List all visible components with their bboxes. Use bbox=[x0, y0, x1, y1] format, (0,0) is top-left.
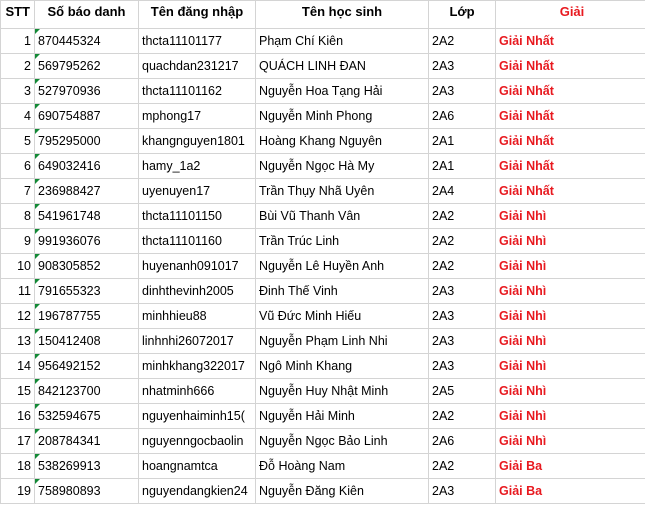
cell-stt[interactable]: 19 bbox=[1, 479, 35, 504]
cell-sbd[interactable]: 236988427 bbox=[35, 179, 139, 204]
cell-sbd[interactable]: 208784341 bbox=[35, 429, 139, 454]
cell-class[interactable]: 2A2 bbox=[429, 254, 496, 279]
cell-stt[interactable]: 4 bbox=[1, 104, 35, 129]
cell-student[interactable]: Trần Thụy Nhã Uyên bbox=[256, 179, 429, 204]
cell-prize[interactable]: Giải Nhất bbox=[496, 129, 645, 154]
cell-sbd[interactable]: 569795262 bbox=[35, 54, 139, 79]
cell-prize[interactable]: Giải Nhất bbox=[496, 79, 645, 104]
cell-student[interactable]: Nguyễn Ngọc Hà My bbox=[256, 154, 429, 179]
cell-student[interactable]: Phạm Chí Kiên bbox=[256, 29, 429, 54]
header-prize[interactable]: Giải bbox=[496, 1, 645, 29]
cell-student[interactable]: Đỗ Hoàng Nam bbox=[256, 454, 429, 479]
table-row bbox=[1, 254, 645, 279]
table-row bbox=[1, 429, 645, 454]
table-row bbox=[1, 54, 645, 79]
cell-prize[interactable]: Giải Ba bbox=[496, 479, 645, 504]
cell-stt[interactable]: 17 bbox=[1, 429, 35, 454]
cell-username[interactable]: linhnhi26072017 bbox=[139, 329, 256, 354]
cell-stt[interactable]: 3 bbox=[1, 79, 35, 104]
cell-stt[interactable]: 10 bbox=[1, 254, 35, 279]
cell-sbd[interactable]: 690754887 bbox=[35, 104, 139, 129]
cell-username[interactable]: hoangnamtca bbox=[139, 454, 256, 479]
cell-student[interactable]: Trần Trúc Linh bbox=[256, 229, 429, 254]
cell-stt[interactable]: 15 bbox=[1, 379, 35, 404]
cell-stt[interactable]: 18 bbox=[1, 454, 35, 479]
cell-prize[interactable]: Giải Nhì bbox=[496, 379, 645, 404]
cell-class[interactable]: 2A3 bbox=[429, 79, 496, 104]
cell-username[interactable]: thcta11101177 bbox=[139, 29, 256, 54]
cell-class[interactable]: 2A1 bbox=[429, 129, 496, 154]
cell-student[interactable]: Nguyễn Minh Phong bbox=[256, 104, 429, 129]
cell-student[interactable]: Bùi Vũ Thanh Vân bbox=[256, 204, 429, 229]
cell-username[interactable]: nguyendangkien24 bbox=[139, 479, 256, 504]
cell-student[interactable]: Nguyễn Hoa Tạng Hải bbox=[256, 79, 429, 104]
cell-student[interactable]: Đinh Thế Vinh bbox=[256, 279, 429, 304]
table-row bbox=[1, 454, 645, 479]
cell-username[interactable]: thcta11101162 bbox=[139, 79, 256, 104]
cell-sbd[interactable]: 908305852 bbox=[35, 254, 139, 279]
cell-prize[interactable]: Giải Nhì bbox=[496, 404, 645, 429]
cell-prize[interactable]: Giải Nhì bbox=[496, 429, 645, 454]
cell-username[interactable]: minhkhang322017 bbox=[139, 354, 256, 379]
cell-prize[interactable]: Giải Nhất bbox=[496, 104, 645, 129]
header-row bbox=[1, 1, 645, 29]
cell-sbd[interactable]: 649032416 bbox=[35, 154, 139, 179]
cell-stt[interactable]: 14 bbox=[1, 354, 35, 379]
cell-username[interactable]: quachdan231217 bbox=[139, 54, 256, 79]
cell-student[interactable]: Nguyễn Hải Minh bbox=[256, 404, 429, 429]
cell-class[interactable]: 2A2 bbox=[429, 454, 496, 479]
cell-class[interactable]: 2A3 bbox=[429, 329, 496, 354]
cell-student[interactable]: Nguyễn Phạm Linh Nhi bbox=[256, 329, 429, 354]
cell-username[interactable]: minhhieu88 bbox=[139, 304, 256, 329]
table-row bbox=[1, 304, 645, 329]
cell-sbd[interactable]: 991936076 bbox=[35, 229, 139, 254]
table-body bbox=[1, 29, 645, 504]
cell-student[interactable]: Nguyễn Ngọc Bảo Linh bbox=[256, 429, 429, 454]
cell-class[interactable]: 2A3 bbox=[429, 54, 496, 79]
cell-sbd[interactable]: 196787755 bbox=[35, 304, 139, 329]
table-row bbox=[1, 354, 645, 379]
cell-prize[interactable]: Giải Nhì bbox=[496, 254, 645, 279]
table-row bbox=[1, 79, 645, 104]
cell-username[interactable]: thcta11101150 bbox=[139, 204, 256, 229]
table-row bbox=[1, 379, 645, 404]
cell-student[interactable]: Nguyễn Lê Huyền Anh bbox=[256, 254, 429, 279]
cell-username[interactable]: thcta11101160 bbox=[139, 229, 256, 254]
cell-class[interactable]: 2A3 bbox=[429, 479, 496, 504]
cell-prize[interactable]: Giải Nhất bbox=[496, 29, 645, 54]
cell-student[interactable]: Nguyễn Huy Nhật Minh bbox=[256, 379, 429, 404]
header-sbd[interactable]: Số báo danh bbox=[35, 1, 139, 29]
header-username[interactable]: Tên đăng nhập bbox=[139, 1, 256, 29]
cell-username[interactable]: hamy_1a2 bbox=[139, 154, 256, 179]
table-row bbox=[1, 129, 645, 154]
cell-sbd[interactable]: 527970936 bbox=[35, 79, 139, 104]
table-row bbox=[1, 179, 645, 204]
cell-sbd[interactable]: 538269913 bbox=[35, 454, 139, 479]
cell-sbd[interactable]: 532594675 bbox=[35, 404, 139, 429]
cell-stt[interactable]: 5 bbox=[1, 129, 35, 154]
cell-username[interactable]: dinhthevinh2005 bbox=[139, 279, 256, 304]
cell-prize[interactable]: Giải Ba bbox=[496, 454, 645, 479]
cell-student[interactable]: Nguyễn Đăng Kiên bbox=[256, 479, 429, 504]
cell-class[interactable]: 2A5 bbox=[429, 379, 496, 404]
cell-username[interactable]: khangnguyen1801 bbox=[139, 129, 256, 154]
header-student[interactable]: Tên học sinh bbox=[256, 1, 429, 29]
cell-sbd[interactable]: 842123700 bbox=[35, 379, 139, 404]
cell-class[interactable]: 2A3 bbox=[429, 354, 496, 379]
cell-student[interactable]: QUÁCH LINH ĐAN bbox=[256, 54, 429, 79]
cell-username[interactable]: mphong17 bbox=[139, 104, 256, 129]
table-row bbox=[1, 204, 645, 229]
cell-class[interactable]: 2A3 bbox=[429, 279, 496, 304]
cell-prize[interactable]: Giải Nhất bbox=[496, 54, 645, 79]
cell-prize[interactable]: Giải Nhì bbox=[496, 304, 645, 329]
cell-class[interactable]: 2A3 bbox=[429, 304, 496, 329]
table-row bbox=[1, 329, 645, 354]
header-stt[interactable]: STT bbox=[1, 1, 35, 29]
cell-class[interactable]: 2A2 bbox=[429, 204, 496, 229]
cell-class[interactable]: 2A2 bbox=[429, 29, 496, 54]
cell-stt[interactable]: 1 bbox=[1, 29, 35, 54]
cell-student[interactable]: Vũ Đức Minh Hiếu bbox=[256, 304, 429, 329]
table-row bbox=[1, 229, 645, 254]
table-row bbox=[1, 154, 645, 179]
cell-sbd[interactable]: 795295000 bbox=[35, 129, 139, 154]
cell-sbd[interactable]: 758980893 bbox=[35, 479, 139, 504]
table-row bbox=[1, 404, 645, 429]
cell-student[interactable]: Ngô Minh Khang bbox=[256, 354, 429, 379]
cell-username[interactable]: nhatminh666 bbox=[139, 379, 256, 404]
cell-class[interactable]: 2A2 bbox=[429, 229, 496, 254]
cell-class[interactable]: 2A4 bbox=[429, 179, 496, 204]
cell-prize[interactable]: Giải Nhì bbox=[496, 204, 645, 229]
table-row bbox=[1, 29, 645, 54]
cell-prize[interactable]: Giải Nhì bbox=[496, 354, 645, 379]
cell-stt[interactable]: 6 bbox=[1, 154, 35, 179]
header-class[interactable]: Lớp bbox=[429, 1, 496, 29]
cell-username[interactable]: nguyenhaiminh15( bbox=[139, 404, 256, 429]
cell-sbd[interactable]: 541961748 bbox=[35, 204, 139, 229]
cell-stt[interactable]: 7 bbox=[1, 179, 35, 204]
cell-stt[interactable]: 13 bbox=[1, 329, 35, 354]
cell-username[interactable]: huyenanh091017 bbox=[139, 254, 256, 279]
cell-stt[interactable]: 11 bbox=[1, 279, 35, 304]
cell-sbd[interactable]: 956492152 bbox=[35, 354, 139, 379]
cell-sbd[interactable]: 791655323 bbox=[35, 279, 139, 304]
cell-username[interactable]: uyenuyen17 bbox=[139, 179, 256, 204]
cell-username[interactable]: nguyenngocbaolin bbox=[139, 429, 256, 454]
cell-prize[interactable]: Giải Nhì bbox=[496, 279, 645, 304]
cell-student[interactable]: Hoàng Khang Nguyên bbox=[256, 129, 429, 154]
table-row bbox=[1, 279, 645, 304]
table-row bbox=[1, 104, 645, 129]
cell-stt[interactable]: 2 bbox=[1, 54, 35, 79]
cell-prize[interactable]: Giải Nhất bbox=[496, 154, 645, 179]
cell-prize[interactable]: Giải Nhất bbox=[496, 179, 645, 204]
cell-prize[interactable]: Giải Nhì bbox=[496, 229, 645, 254]
cell-class[interactable]: 2A6 bbox=[429, 429, 496, 454]
cell-prize[interactable]: Giải Nhì bbox=[496, 329, 645, 354]
cell-stt[interactable]: 9 bbox=[1, 229, 35, 254]
cell-class[interactable]: 2A2 bbox=[429, 404, 496, 429]
cell-stt[interactable]: 8 bbox=[1, 204, 35, 229]
cell-stt[interactable]: 16 bbox=[1, 404, 35, 429]
cell-stt[interactable]: 12 bbox=[1, 304, 35, 329]
table-row bbox=[1, 479, 645, 504]
cell-class[interactable]: 2A1 bbox=[429, 154, 496, 179]
cell-class[interactable]: 2A6 bbox=[429, 104, 496, 129]
cell-sbd[interactable]: 870445324 bbox=[35, 29, 139, 54]
cell-sbd[interactable]: 150412408 bbox=[35, 329, 139, 354]
